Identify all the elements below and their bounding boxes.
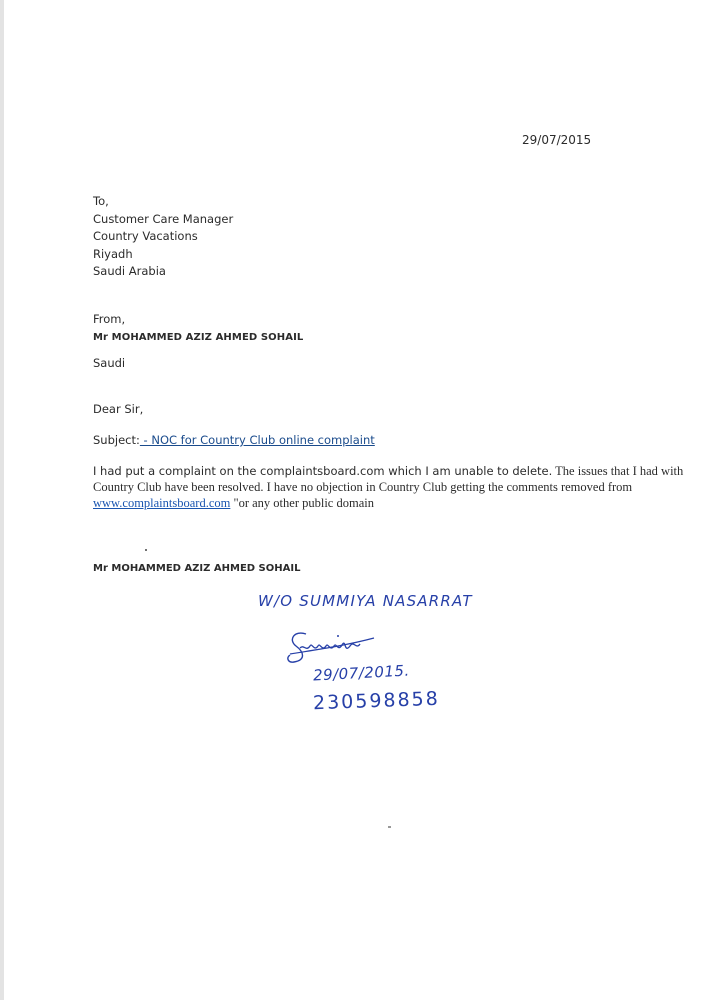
subject-text: - NOC for Country Club online complaint bbox=[139, 433, 375, 447]
subject-label: Subject: bbox=[93, 433, 140, 447]
handwritten-wife-of: W/O SUMMIYA NASARRAT bbox=[258, 592, 473, 610]
subject-line bbox=[93, 433, 375, 447]
handwritten-date: 29/07/2015. bbox=[312, 661, 411, 685]
salutation: Dear Sir, bbox=[93, 402, 144, 416]
recipient-block bbox=[93, 193, 233, 281]
to-label: To, bbox=[93, 194, 109, 208]
sender-location: Saudi bbox=[93, 356, 126, 370]
signature-name: Mr MOHAMMED AZIZ AHMED SOHAIL bbox=[93, 563, 301, 574]
from-label: From, bbox=[93, 312, 126, 326]
sender-block bbox=[93, 311, 303, 346]
letter-date: 29/07/2015 bbox=[522, 133, 592, 147]
recipient-line-2: Country Vacations bbox=[93, 229, 198, 243]
sender-name: Mr MOHAMMED AZIZ AHMED SOHAIL bbox=[93, 331, 304, 343]
handwritten-signature bbox=[284, 624, 394, 668]
recipient-line-1: Customer Care Manager bbox=[93, 211, 234, 226]
body-part-3: "or any other public domain bbox=[230, 496, 374, 510]
scan-edge bbox=[0, 0, 4, 1000]
body-part-2: The issues that I had with Country Club have been resolved. I have no objection in Country Club getting the comments removed from bbox=[93, 464, 684, 494]
recipient-line-4: Saudi Arabia bbox=[93, 264, 166, 278]
handwritten-number: 230598858 bbox=[312, 687, 441, 715]
complaintsboard-link[interactable]: www.complaintsboard.com bbox=[93, 496, 231, 510]
letter-body bbox=[93, 463, 703, 511]
recipient-line-3: Riyadh bbox=[93, 246, 133, 261]
body-part-1: I had put a complaint on the complaintsboard.com which I am unable to delete. bbox=[93, 464, 553, 478]
scan-speck bbox=[388, 826, 391, 828]
stray-dot bbox=[145, 549, 147, 551]
